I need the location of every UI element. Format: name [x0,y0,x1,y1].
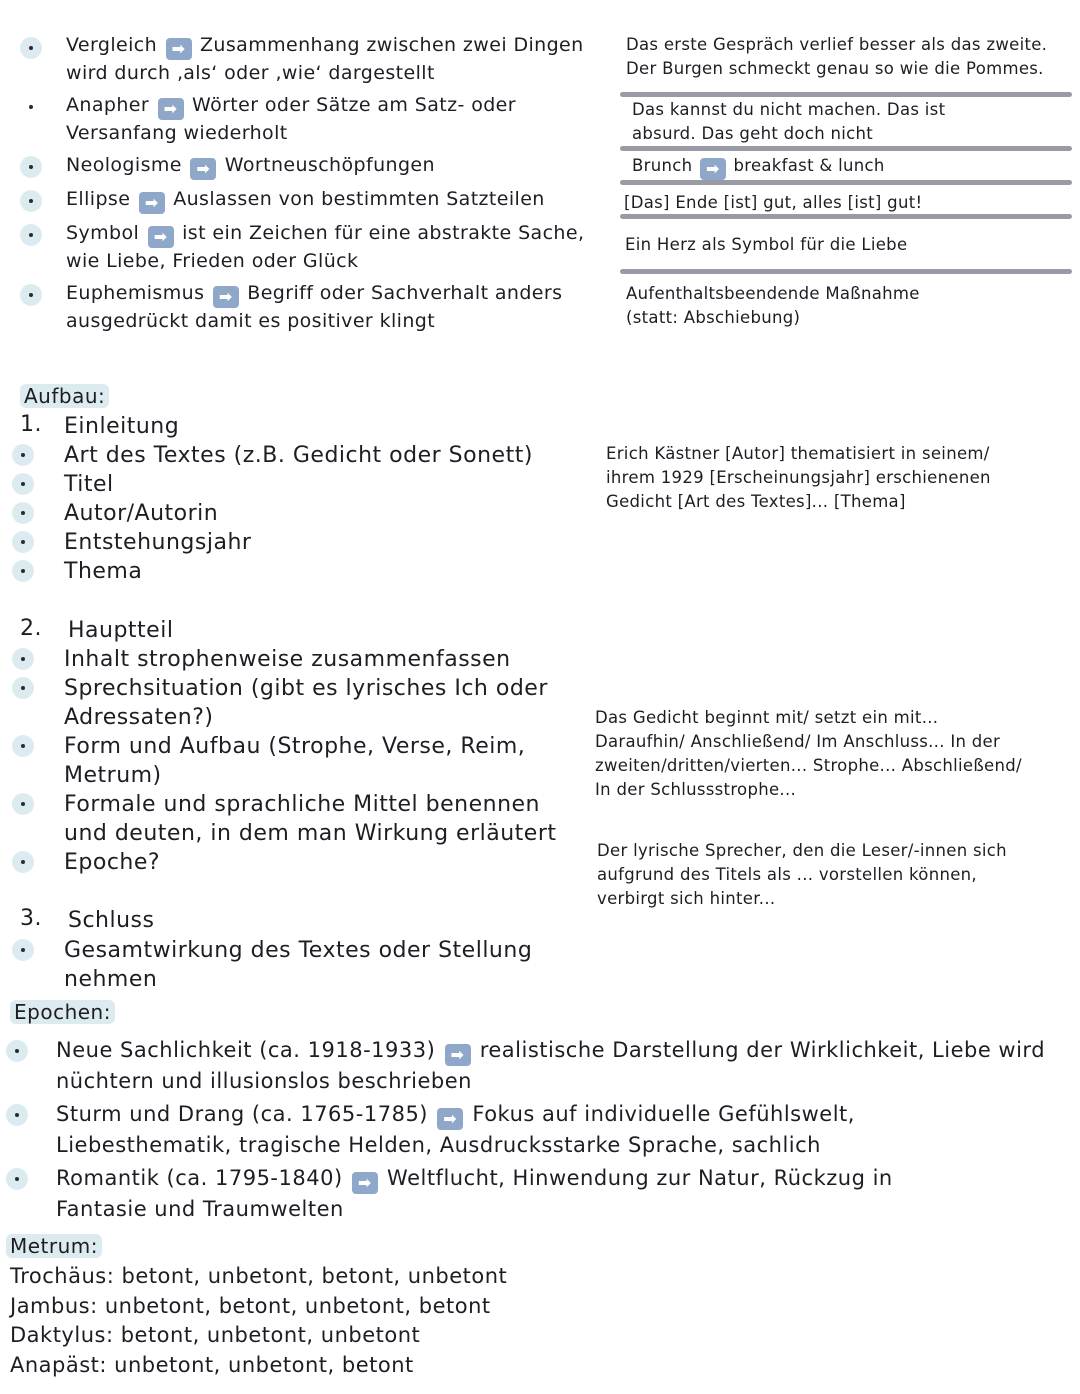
arrow-right-icon: ➡ [190,158,216,180]
bullet-icon [20,224,42,246]
arrow-right-icon: ➡ [445,1044,471,1066]
bullet-icon [20,37,42,59]
epoche-description: Weltflucht, Hinwendung zur Natur, Rückzug in Fantasie und Traumwelten [56,1166,893,1221]
arrow-right-icon: ➡ [437,1108,463,1130]
stilmittel-entry [66,32,606,87]
example-value: breakfast & lunch [733,156,885,175]
section-heading: Aufbau: [16,384,113,408]
section-number: 2. [20,616,42,641]
bullet-icon [20,156,42,178]
list-item: Thema [64,559,143,584]
list-item: Gesamtwirkung des Textes oder Stellung nehmen [64,938,533,992]
divider [620,269,1072,274]
term: Vergleich [66,34,158,56]
epoche-description: Fokus auf individuelle Gefühlswelt, Liebesthematik, tragische Helden, Ausdrucksstarke Sprache, sachlich [56,1102,855,1157]
subsection-title: Einleitung [64,414,180,439]
stilmittel-entry [66,186,606,214]
bullet-icon [6,1168,28,1190]
example-text: Erich Kästner [Autor] thematisiert in seinem/ ihrem 1929 [Erscheinungsjahr] erschienenen Gedicht [Art des Textes]... [Thema] [606,444,991,511]
stilmittel-entry [66,92,586,147]
arrow-right-icon: ➡ [158,98,184,120]
definition: Wörter oder Sätze am Satz- oder Versanfang wiederholt [66,94,516,144]
metrum-list [10,1262,507,1380]
list-item: Form und Aufbau (Strophe, Verse, Reim, Metrum) [64,734,526,788]
section-heading: Epochen: [6,1000,119,1024]
bullet-icon [6,1040,28,1062]
metrum-item: Trochäus: betont, unbetont, betont, unbetont [10,1264,508,1288]
definition: Auslassen von bestimmten Satzteilen [173,188,545,210]
stilmittel-entry [66,280,606,335]
bullet-icon [12,502,34,524]
list-item: Autor/Autorin [64,501,219,526]
bullet-icon [12,444,34,466]
term: Euphemismus [66,282,205,304]
bullet-icon [12,677,34,699]
list-item: Inhalt strophenweise zusammenfassen [64,647,511,672]
epoche-entry [56,1163,986,1224]
definition: Zusammenhang zwischen zwei Dingen wird durch ‚als‘ oder ‚wie‘ dargestellt [66,34,584,84]
bullet-icon [12,531,34,553]
example-text: Aufenthaltsbeendende Maßnahme (statt: Abschiebung) [626,284,920,327]
epoche-entry [56,1099,956,1160]
term: Anapher [66,94,150,116]
arrow-right-icon: ➡ [352,1172,378,1194]
example-text: Das Gedicht beginnt mit/ setzt ein mit... Daraufhin/ Anschließend/ Im Anschluss... In der zweiten/dritten/vierten... Strophe... Abschließend/ In der Schlussstrophe... [595,708,1022,799]
arrow-right-icon: ➡ [148,226,174,248]
subsection-title: Schluss [68,908,155,933]
example-text [632,154,885,180]
term: Symbol [66,222,140,244]
arrow-right-icon: ➡ [700,158,726,180]
bullet-icon [12,939,34,961]
bullet-icon [12,560,34,582]
section-heading: Metrum: [2,1234,106,1258]
definition: Wortneuschöpfungen [224,154,435,176]
example-text: Das kannst du nicht machen. Das ist absurd. Das geht doch nicht [632,100,946,143]
divider [620,146,1072,151]
bullet-icon [12,648,34,670]
divider [620,92,1072,97]
example-text: Das erste Gespräch verlief besser als das zweite. Der Burgen schmeckt genau so wie die Pommes. [626,35,1048,78]
bullet-icon [12,473,34,495]
bullet-icon [20,190,42,212]
divider [620,214,1072,219]
epoche-description: realistische Darstellung der Wirklichkeit, Liebe wird nüchtern und illusionslos beschrieben [56,1038,1046,1093]
arrow-right-icon: ➡ [139,192,165,214]
section-number: 1. [20,412,42,437]
definition: ist ein Zeichen für eine abstrakte Sache, wie Liebe, Frieden oder Glück [66,222,585,272]
bullet-icon [6,1104,28,1126]
bullet-icon [20,96,42,118]
example-term: Brunch [632,156,693,175]
bullet-icon [20,284,42,306]
list-item: Formale und sprachliche Mittel benennen und deuten, in dem man Wirkung erläutert [64,792,557,846]
stilmittel-entry [66,220,614,275]
bullet-icon [12,793,34,815]
term: Neologisme [66,154,182,176]
bullet-icon [12,851,34,873]
bullet-icon [12,735,34,757]
epoche-name: Neue Sachlichkeit (ca. 1918-1933) [56,1038,436,1062]
term: Ellipse [66,188,131,210]
stilmittel-entry [66,152,606,180]
list-item: Epoche? [64,850,161,875]
example-text: Ein Herz als Symbol für die Liebe [625,235,908,254]
list-item: Titel [64,472,114,497]
metrum-item: Jambus: unbetont, betont, unbetont, betont [10,1293,491,1318]
section-number: 3. [20,906,42,931]
subsection-title: Hauptteil [68,618,174,643]
metrum-item: Daktylus: betont, unbetont, unbetont [10,1323,421,1347]
metrum-item: Anapäst: unbetont, unbetont, betont [10,1352,414,1377]
example-text: [Das] Ende [ist] gut, alles [ist] gut! [624,193,923,212]
example-text: Der lyrische Sprecher, den die Leser/-innen sich aufgrund des Titels als ... vorstellen können, verbirgt sich hinter... [597,841,1007,908]
arrow-right-icon: ➡ [166,38,192,60]
epoche-entry [56,1035,1066,1096]
list-item: Sprechsituation (gibt es lyrisches Ich oder Adressaten?) [64,676,548,730]
list-item: Entstehungsjahr [64,530,252,555]
epoche-name: Sturm und Drang (ca. 1765-1785) [56,1102,428,1126]
definition: Begriff oder Sachverhalt anders ausgedrückt damit es positiver klingt [66,282,563,332]
epoche-name: Romantik (ca. 1795-1840) [56,1166,343,1190]
arrow-right-icon: ➡ [213,286,239,308]
list-item: Art des Textes (z.B. Gedicht oder Sonett) [64,443,533,468]
divider [620,180,1072,185]
